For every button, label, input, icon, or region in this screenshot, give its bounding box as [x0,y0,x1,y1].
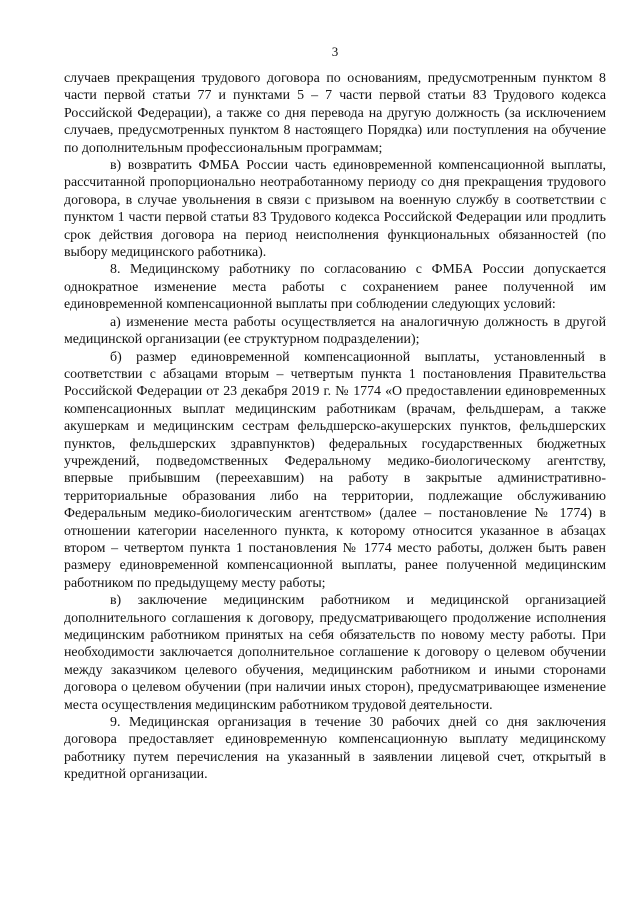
page-number: 3 [331,44,339,59]
paragraph-item-v-agreement: в) заключение медицинским работником и медицинской организацией дополнительного соглашения к договору, предусматривающего продолжение исполнения медицинским работником принятых на себя обязательств по новому месту работы. При необходимости заключается дополнительное соглашение к договору о целевом обучении между заказчиком целевого обучения, медицинским работником и иными сторонами договора о целевом обучении (при наличии иных сторон), предусматривающее изменение места осуществления медицинским работником трудовой деятельности. [64,593,606,713]
paragraph-item-a: а) изменение места работы осуществляется на аналогичную должность в другой медицинской организации (ее структурном подразделении); [64,314,606,348]
paragraph-section-8: 8. Медицинскому работнику по согласованию с ФМБА России допускается однократное изменение места работы с сохранением ранее полученной им единовременной компенсационной выплаты при соблюдении следующих условий: [64,262,606,313]
paragraph-continuation: случаев прекращения трудового договора по основаниям, предусмотренным пунктом 8 части первой статьи 77 и пунктами 5 – 7 части первой статьи 83 Трудового кодекса Российской Федерации), а также со дня перевода на другую должность (за исключением случаев, предусмотренных пунктом 8 настоящего Порядка) или поступления на обучение по дополнительным профессиональным программам; [64,71,606,156]
paragraph-section-9: 9. Медицинская организация в течение 30 рабочих дней со дня заключения договора предоставляет единовременную компенсационную выплату медицинскому работнику путем перечисления на указанный в заявлении лицевой счет, открытый в кредитной организации. [64,715,606,783]
paragraph-item-v-return-payment: в) возвратить ФМБА России часть единовременной компенсационной выплаты, рассчитанной пропорционально неотработанному периоду со дня прекращения трудового договора, в случае увольнения в связи с призывом на военную службу в соответствии с пунктом 1 части первой статьи 83 Трудового кодекса Российской Федерации или продлить срок действия договора на период неисполнения функциональных обязанностей (по выбору медицинского работника). [64,158,606,261]
document-body [64,70,606,784]
paragraph-item-b: б) размер единовременной компенсационной выплаты, установленный в соответствии с абзацами вторым – четвертым пункта 1 постановления Правительства Российской Федерации от 23 декабря 2019 г. № 1774 «О предоставлении единовременных компенсационных выплат медицинским работникам (врачам, фельдшерам, а также акушеркам и медицинским сестрам фельдшерско-акушерских пунктов, фельдшерских пунктов, фельдшерских здравпунктов) федеральных государственных бюджетных учреждений, подведомственных Федеральному медико-биологическому агентству, впервые прибывшим (переехавшим) на работу в закрытые административно-территориальные образования либо на территории, подлежащие обслуживанию Федеральным медико-биологическим агентством» (далее – постановление № 1774) в отношении категории населенного пункта, к которому относится указанное в абзацах втором – четвертом пункта 1 постановления № 1774 место работы, должен быть равен размеру единовременной компенсационной выплаты, ранее полученной медицинским работником по предыдущему месту работы; [64,349,606,591]
